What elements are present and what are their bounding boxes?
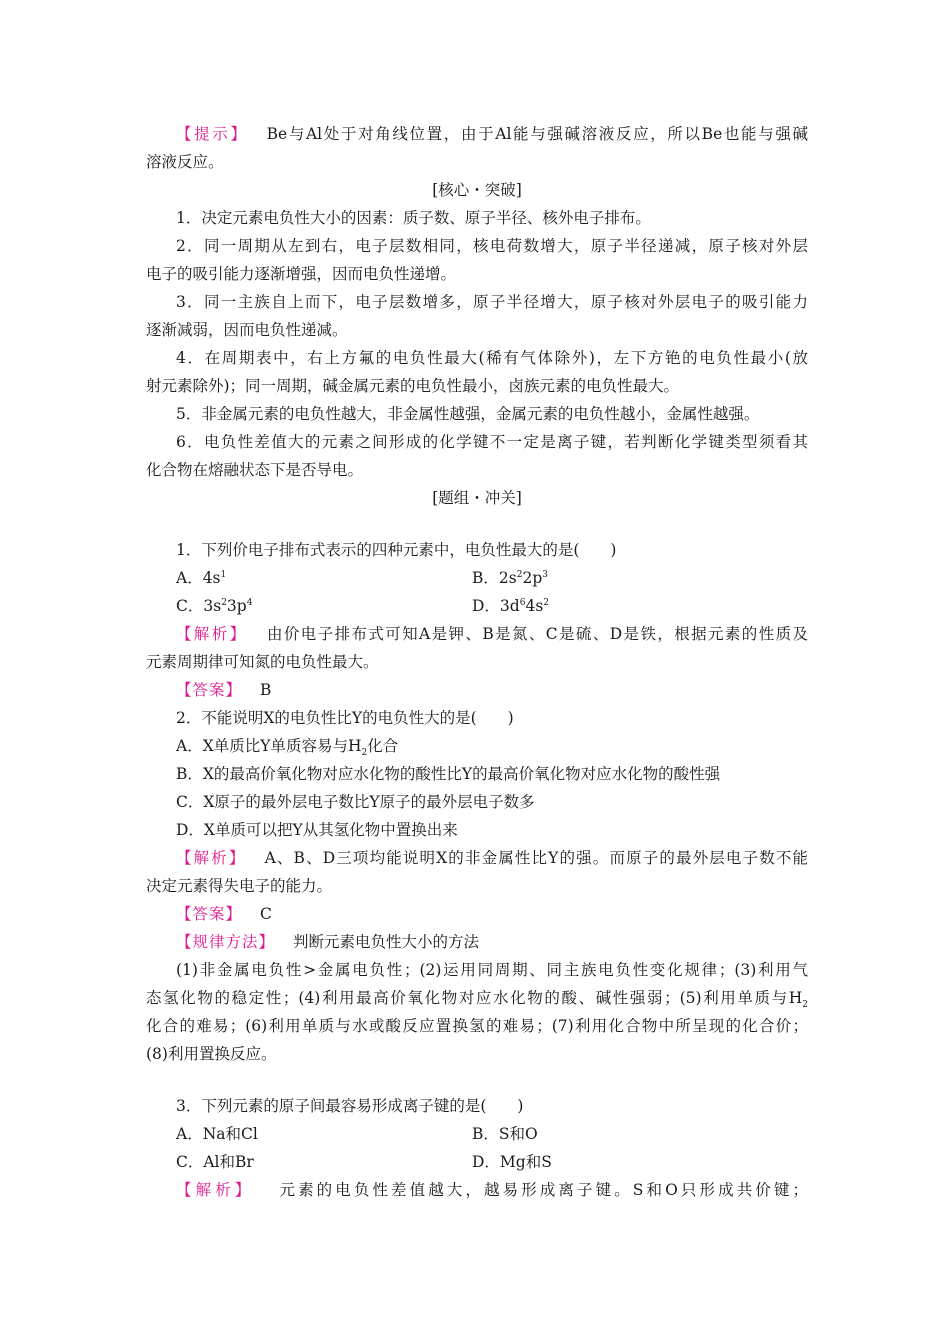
core-point-6-line-2: 化合物在熔融状态下是否导电。 <box>146 461 364 479</box>
question-1-option-a: A．$4s^1$ <box>176 569 227 587</box>
tip-line-2: 溶液反应。 <box>146 153 224 171</box>
question-3-stem: 3．下列元素的原子间最容易形成离子键的是( ) <box>176 1097 524 1115</box>
method-line-3: 化合的难易；(6)利用单质与水或酸反应置换氢的难易；(7)利用化合物中所呈现的化合价； <box>146 1017 808 1035</box>
answer-tag: 【答案】 <box>176 905 243 923</box>
question-1-option-b: B．$2s^22p^3$ <box>472 569 548 587</box>
question-1-answer <box>176 680 808 700</box>
core-point-5: 5．非金属元素的电负性越大，非金属性越强，金属元素的电负性越小，金属性越强。 <box>176 405 760 423</box>
core-point-2-line-2: 电子的吸引能力逐渐增强，因而电负性递增。 <box>146 265 457 283</box>
section-heading-core: [核心・突破] <box>432 181 522 199</box>
core-point-2-line-1: 2．同一周期从左到右，电子层数相同，核电荷数增大，原子半径递减，原子核对外层 <box>176 237 808 255</box>
question-3-option-a: A．Na和Cl <box>176 1125 258 1143</box>
question-1-stem: 1．下列价电子排布式表示的四种元素中，电负性最大的是( ) <box>176 541 617 559</box>
question-2-option-c: C．X原子的最外层电子数比Y原子的最外层电子数多 <box>176 793 535 811</box>
question-2-analysis-line-2: 决定元素得失电子的能力。 <box>146 877 333 895</box>
question-2-analysis-line-1: 【解析】 A、B、D三项均能说明X的非金属性比Y的强。而原子的最外层电子数不能 <box>176 849 808 867</box>
core-point-3-line-2: 逐渐减弱，因而电负性递减。 <box>146 321 348 339</box>
section-heading-group: [题组・冲关] <box>432 489 522 507</box>
core-point-6-line-1: 6．电负性差值大的元素之间形成的化学键不一定是离子键，若判断化学键类型须看其 <box>176 433 808 451</box>
analysis-tag: 【解析】 <box>176 625 248 643</box>
core-point-4-line-1: 4．在周期表中，右上方氟的电负性最大(稀有气体除外)，左下方铯的电负性最小(放 <box>176 349 808 367</box>
question-1-answer-value: B <box>260 681 272 699</box>
question-1-analysis-line-2: 元素周期律可知氮的电负性最大。 <box>146 653 379 671</box>
question-1-option-c: C．$3s^23p^4$ <box>176 597 253 615</box>
tip-tag: 【提示】 <box>176 125 249 143</box>
method-tag: 【规律方法】 <box>176 933 276 951</box>
method-line-4: (8)利用置换反应。 <box>146 1045 277 1063</box>
method-title: 判断元素电负性大小的方法 <box>293 933 480 951</box>
question-1-analysis-line-1: 【解析】 由价电子排布式可知A是钾、B是氮、C是硫、D是铁，根据元素的性质及 <box>176 625 808 643</box>
question-3-option-b: B．S和O <box>472 1125 538 1143</box>
question-2-option-a: A．X单质比Y单质容易与$H_2$化合 <box>176 737 399 759</box>
question-2-answer <box>176 904 808 924</box>
tip-text-1: Be与Al处于对角线位置，由于Al能与强碱溶液反应，所以Be也能与强碱 <box>266 125 808 143</box>
question-1-option-d: D．$3d^64s^2$ <box>472 597 550 615</box>
method-heading <box>176 932 808 952</box>
analysis-tag: 【解析】 <box>176 849 247 867</box>
question-3-option-c: C．Al和Br <box>176 1153 254 1171</box>
question-2-stem: 2．不能说明X的电负性比Y的电负性大的是( ) <box>176 709 514 727</box>
core-point-3-line-1: 3．同一主族自上而下，电子层数增多，原子半径增大，原子核对外层电子的吸引能力 <box>176 293 808 311</box>
question-2-answer-value: C <box>260 905 272 923</box>
question-3-option-d: D．Mg和S <box>472 1153 552 1171</box>
question-2-option-d: D．X单质可以把Y从其氢化物中置换出来 <box>176 821 458 839</box>
question-2-option-b: B．X的最高价氧化物对应水化物的酸性比Y的最高价氧化物对应水化物的酸性强 <box>176 765 721 783</box>
method-line-1: (1)非金属电负性>金属电负性；(2)运用同周期、同主族电负性变化规律；(3)利用气 <box>176 961 808 979</box>
question-3-analysis-line-1: 【解析】 元素的电负性差值越大，越易形成离子键。S和O只形成共价键； <box>176 1181 808 1199</box>
analysis-tag: 【解析】 <box>176 1181 255 1199</box>
answer-tag: 【答案】 <box>176 681 243 699</box>
core-point-1: 1．决定元素电负性大小的因素：质子数、原子半径、核外电子排布。 <box>176 209 651 227</box>
method-line-2: 态氢化物的稳定性；(4)利用最高价氧化物对应水化物的酸、碱性强弱；(5)利用单质与$H_2$ <box>146 989 808 1011</box>
core-point-4-line-2: 射元素除外)；同一周期，碱金属元素的电负性最小，卤族元素的电负性最大。 <box>146 377 680 395</box>
tip-line-1 <box>176 124 808 144</box>
